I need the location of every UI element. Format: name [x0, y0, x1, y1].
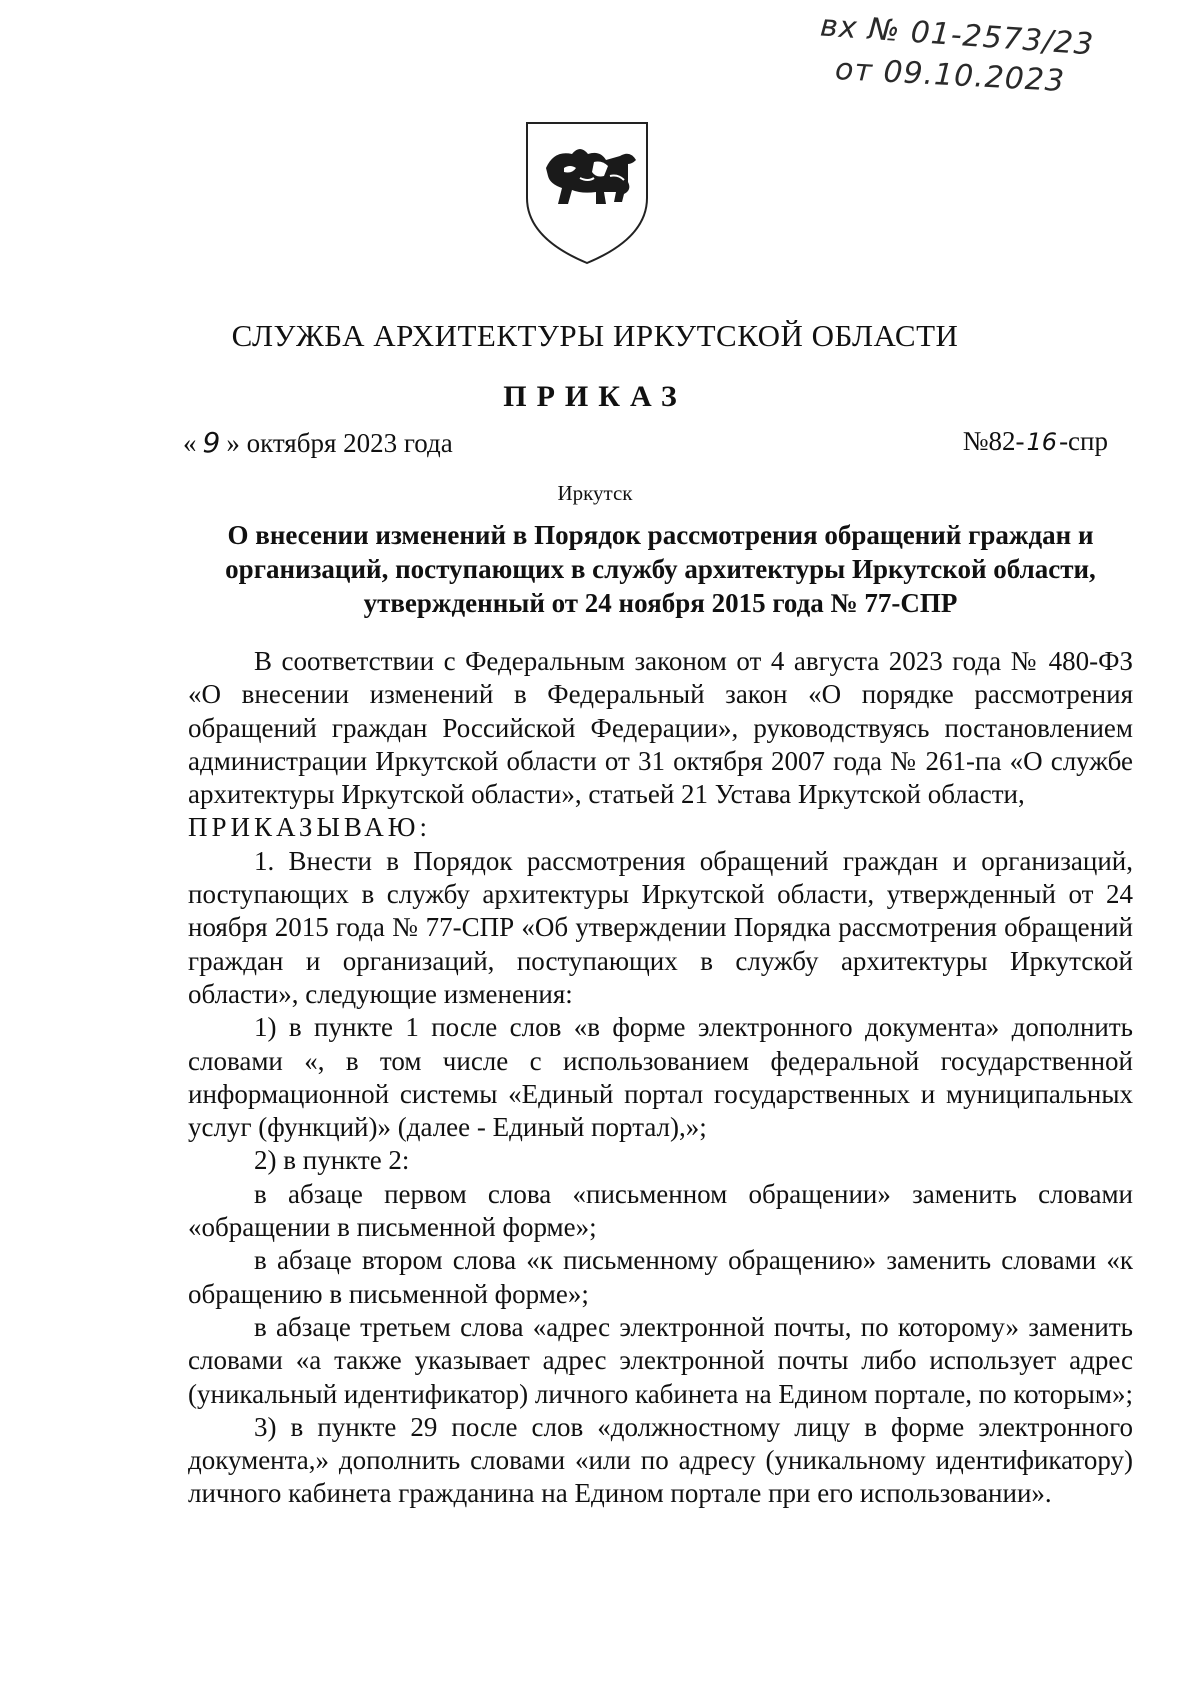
order-subject: О внесении изменений в Порядок рассмотрения обращений граждан и организаций, поступающих в службу архитектуры Иркутской области, утвержденный от 24 ноября 2015 года № 77-СПР	[225, 520, 1096, 618]
preamble-paragraph: В соответствии с Федеральным законом от 4 августа 2023 года № 480-ФЗ «О внесении изменений в Федеральный закон «О порядке рассмотрения обращений граждан Российской Федерации», руководствуясь постановлением администрации Иркутской области от 31 октября 2007 года № 261-па «О службе архитектуры Иркутской области», статьей 21 Устава Иркутской области,	[188, 646, 1133, 810]
date-day-handwritten: 9	[202, 426, 221, 459]
item-1-1-paragraph: 1) в пункте 1 после слов «в форме электронного документа» дополнить словами «, в том числе с использованием федеральной государственной информационной системы «Единый портал государственных и муниципальных услуг (функций)» (далее - Единый портал),»;	[188, 1012, 1133, 1143]
item-1-2-c-paragraph: в абзаце третьем слова «адрес электронной почты, по которому» заменить словами «а также указывает адрес электронной почты либо использует адрес (уникальный идентификатор) личного кабинета на Едином портале, по которым»;	[188, 1311, 1133, 1409]
order-number	[963, 426, 1108, 457]
date-month-year: » октября 2023 года	[226, 428, 453, 458]
handwritten-registration-number: вх № 01-2573/23	[819, 8, 1096, 63]
order-body	[188, 645, 1133, 1511]
item-1-2-paragraph: 2) в пункте 2:	[254, 1145, 410, 1176]
coat-of-arms-emblem	[524, 120, 650, 266]
order-number-prefix: №82-	[962, 426, 1025, 456]
order-date	[183, 426, 453, 459]
item-1-3-paragraph: 3) в пункте 29 после слов «должностному лицу в форме электронного документа,» дополнить словами «или по адресу (уникальному идентификатору) личного кабинета гражданина на Едином портале при его использовании».	[188, 1411, 1133, 1509]
date-open-quote: «	[183, 428, 197, 458]
city-name: Иркутск	[557, 481, 633, 505]
order-number-handwritten: 16	[1026, 428, 1058, 456]
item-1-paragraph: 1. Внести в Порядок рассмотрения обращений граждан и организаций, поступающих в службу архитектуры Иркутской области, утвержденный от 24 ноября 2015 года № 77-СПР «Об утверждении Порядка рассмотрения обращений граждан и организаций, поступающих в службу архитектуры Иркутской области», следующие изменения:	[188, 845, 1133, 1009]
item-1-2-b-paragraph: в абзаце втором слова «к письменному обращению» заменить словами «к обращению в письменной форме»;	[188, 1245, 1133, 1309]
item-1-2-a-paragraph: в абзаце первом слова «письменном обращении» заменить словами «обращении в письменной форме»;	[188, 1178, 1133, 1243]
order-number-suffix: -спр	[1059, 426, 1108, 456]
handwritten-registration-date: от 09.10.2023	[834, 52, 1066, 99]
order-word: ПРИКАЗЫВАЮ:	[188, 812, 431, 843]
document-type-title: ПРИКАЗ	[503, 380, 687, 413]
organization-title: СЛУЖБА АРХИТЕКТУРЫ ИРКУТСКОЙ ОБЛАСТИ	[231, 318, 959, 353]
